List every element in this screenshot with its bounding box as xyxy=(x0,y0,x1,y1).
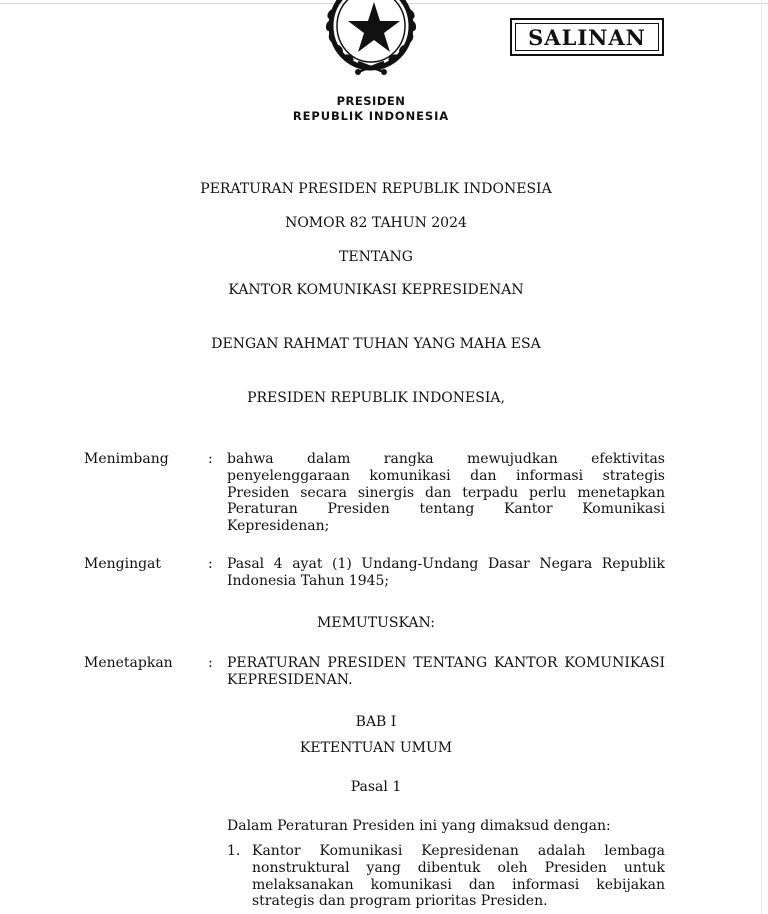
garuda-emblem-icon xyxy=(318,0,424,80)
list-item-line: nonstruktural yang dibentuk oleh Presiden untuk xyxy=(252,859,665,876)
recalling-label: Mengingat xyxy=(84,556,162,572)
salinan-stamp xyxy=(510,18,664,56)
considering-line-last: Kepresidenan; xyxy=(227,518,330,535)
considering-line: Presiden secara sinergis dan terpadu perlu menetapkan xyxy=(227,484,665,501)
regulation-subject: KANTOR KOMUNIKASI KEPRESIDENAN xyxy=(228,282,524,298)
page-right-border xyxy=(761,0,762,914)
stipulating-line: PERATURAN PRESIDEN TENTANG KANTOR KOMUNIKASI xyxy=(227,655,665,671)
stipulating-colon: : xyxy=(208,655,213,671)
stipulating-text xyxy=(227,655,665,689)
recalling-line: Pasal 4 ayat (1) Undang-Undang Dasar Negara Republik xyxy=(227,556,665,572)
considering-text xyxy=(227,451,665,535)
regulation-number: NOMOR 82 TAHUN 2024 xyxy=(285,215,467,231)
article-intro: Dalam Peraturan Presiden ini yang dimaksud dengan: xyxy=(227,818,611,834)
recalling-colon: : xyxy=(208,556,213,572)
blessing-line: DENGAN RAHMAT TUHAN YANG MAHA ESA xyxy=(211,336,541,352)
list-item-line: melaksanakan komunikasi dan informasi kebijakan xyxy=(252,876,665,893)
decides-heading: MEMUTUSKAN: xyxy=(317,615,435,631)
considering-line: Peraturan Presiden tentang Kantor Komunikasi xyxy=(227,501,665,518)
chapter-number: BAB I xyxy=(355,714,397,730)
issuer-line-2: REPUBLIK INDONESIA xyxy=(292,109,450,123)
chapter-title: KETENTUAN UMUM xyxy=(299,740,453,756)
stipulating-line-last: KEPRESIDENAN. xyxy=(227,671,353,688)
issuer-line-1: PRESIDEN xyxy=(336,94,406,108)
recalling-text xyxy=(227,556,665,590)
president-line: PRESIDEN REPUBLIK INDONESIA, xyxy=(247,390,505,406)
regulation-about: TENTANG xyxy=(339,249,413,265)
recalling-line-last: Indonesia Tahun 1945; xyxy=(227,572,390,589)
list-item xyxy=(252,843,665,910)
salinan-stamp-text: SALINAN xyxy=(528,24,646,50)
list-item-number: 1. xyxy=(227,843,241,859)
article-title: Pasal 1 xyxy=(350,779,402,795)
list-item-line: Kantor Komunikasi Kepresidenan adalah lembaga xyxy=(252,843,665,859)
stipulating-label: Menetapkan xyxy=(84,655,173,671)
considering-colon: : xyxy=(208,451,213,467)
considering-line: penyelenggaraan komunikasi dan informasi strategis xyxy=(227,467,665,484)
considering-line: bahwa dalam rangka mewujudkan efektivitas xyxy=(227,451,665,467)
regulation-title: PERATURAN PRESIDEN REPUBLIK INDONESIA xyxy=(200,181,552,197)
considering-label: Menimbang xyxy=(84,451,169,467)
list-item-line-last: strategis dan program prioritas Presiden. xyxy=(252,893,548,910)
